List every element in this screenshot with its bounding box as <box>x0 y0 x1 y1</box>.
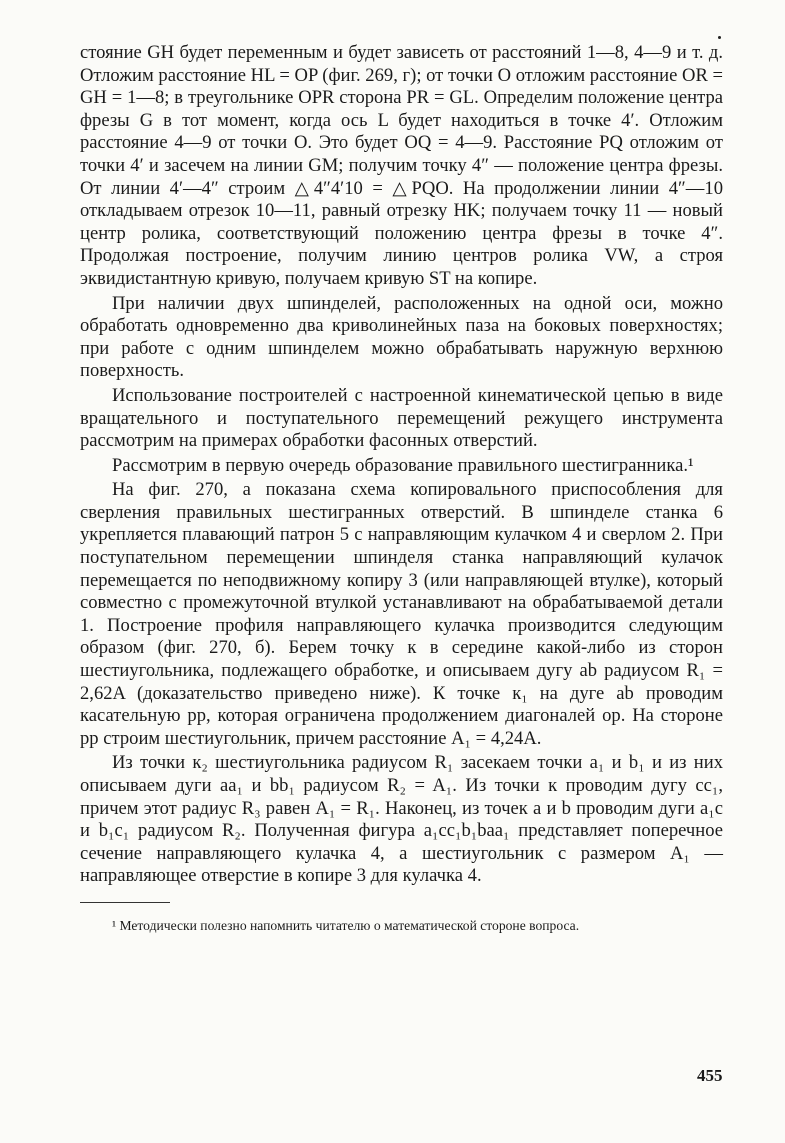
paragraph-2: При наличии двух шпинделей, расположенных на одной оси, можно обработать одновременно два криволинейных паза на боковых поверхностях; при работе с одним шпинделем можно обрабатывать наружную верхнюю поверхность. <box>80 292 723 382</box>
footnote: ¹ Методически полезно напомнить читателю о математической стороне вопроса. <box>112 917 580 933</box>
page-number: 455 <box>697 1066 723 1085</box>
print-dot <box>718 36 721 39</box>
paragraph-1: стояние GH будет переменным и будет зависеть от расстояний 1—8, 4—9 и т. д. Отложим расстояние HL = OP (фиг. 269, г); от точки O отложим расстояние OR = GH = 1—8; в треугольнике OPR сторона PR = GL. Определим положение центра фрезы G в тот момент, когда ось L будет находиться в точке 4′. Отложим расстояние 4—9 от точки O. Это будет OQ = 4—9. Расстояние PQ отложим от точки 4′ и засечем на линии GM; получим точку 4″ — положение центра фрезы. От линии 4′—4″ строим △4″4′10 = △PQO. На продолжении линии 4″—10 откладываем отрезок 10—11, равный отрезку HK; получаем точку 11 — новый центр ролика, соответствующий положению центра фрезы в точке 4″. Продолжая построение, получим линию центров ролика VW, а строя эквидистантную кривую, получаем кривую ST на копире. <box>80 42 723 289</box>
footnote-divider <box>80 902 170 903</box>
paragraph-6: Из точки к₂ шестиугольника радиусом R₁ засекаем точки a₁ и b₁ и из них описываем дуги aa₁ и bb₁ радиусом R₂ = A₁. Из точки к проводим дугу cc₁, причем этот радиус R₃ равен A₁ = R₁. Наконец, из точек a и b проводим дуги a₁c и b₁c₁ радиусом R₂. Полученная фигура a₁cc₁b₁baa₁ представляет поперечное сечение направляющего кулачка 4, а шестиугольник с размером A₁ — направляющее отверстие в копире 3 для кулачка 4. <box>80 752 723 887</box>
paragraph-5: На фиг. 270, а показана схема копировального приспособления для сверления правильных шестигранных отверстий. В шпинделе станка 6 укрепляется плавающий патрон 5 с направляющим кулачком 4 и сверлом 2. При поступательном перемещении шпинделя станка направляющий кулачок перемещается по неподвижному копиру 3 (или направляющей втулке), который совместно с промежуточной втулкой устанавливают на обрабатываемой детали 1. Построение профиля направляющего кулачка производится следующим образом (фиг. 270, б). Берем точку к в середине какой-либо из сторон шестиугольника, подлежащего обработке, и описываем дугу ab радиусом R₁ = 2,62A (доказательство приведено ниже). К точке к₁ на дуге ab проводим касательную pp, которая ограничена продолжением диагоналей op. На стороне pp строим шестиугольник, причем расстояние A₁ = 4,24A. <box>80 479 723 749</box>
paragraph-4: Рассмотрим в первую очередь образование правильного шестигранника.¹ <box>112 454 694 476</box>
page-body <box>80 42 723 934</box>
paragraph-3: Использование построителей с настроенной кинематической цепью в виде вращательного и поступательного перемещений режущего инструмента рассмотрим на примерах обработки фасонных отверстий. <box>80 384 723 452</box>
